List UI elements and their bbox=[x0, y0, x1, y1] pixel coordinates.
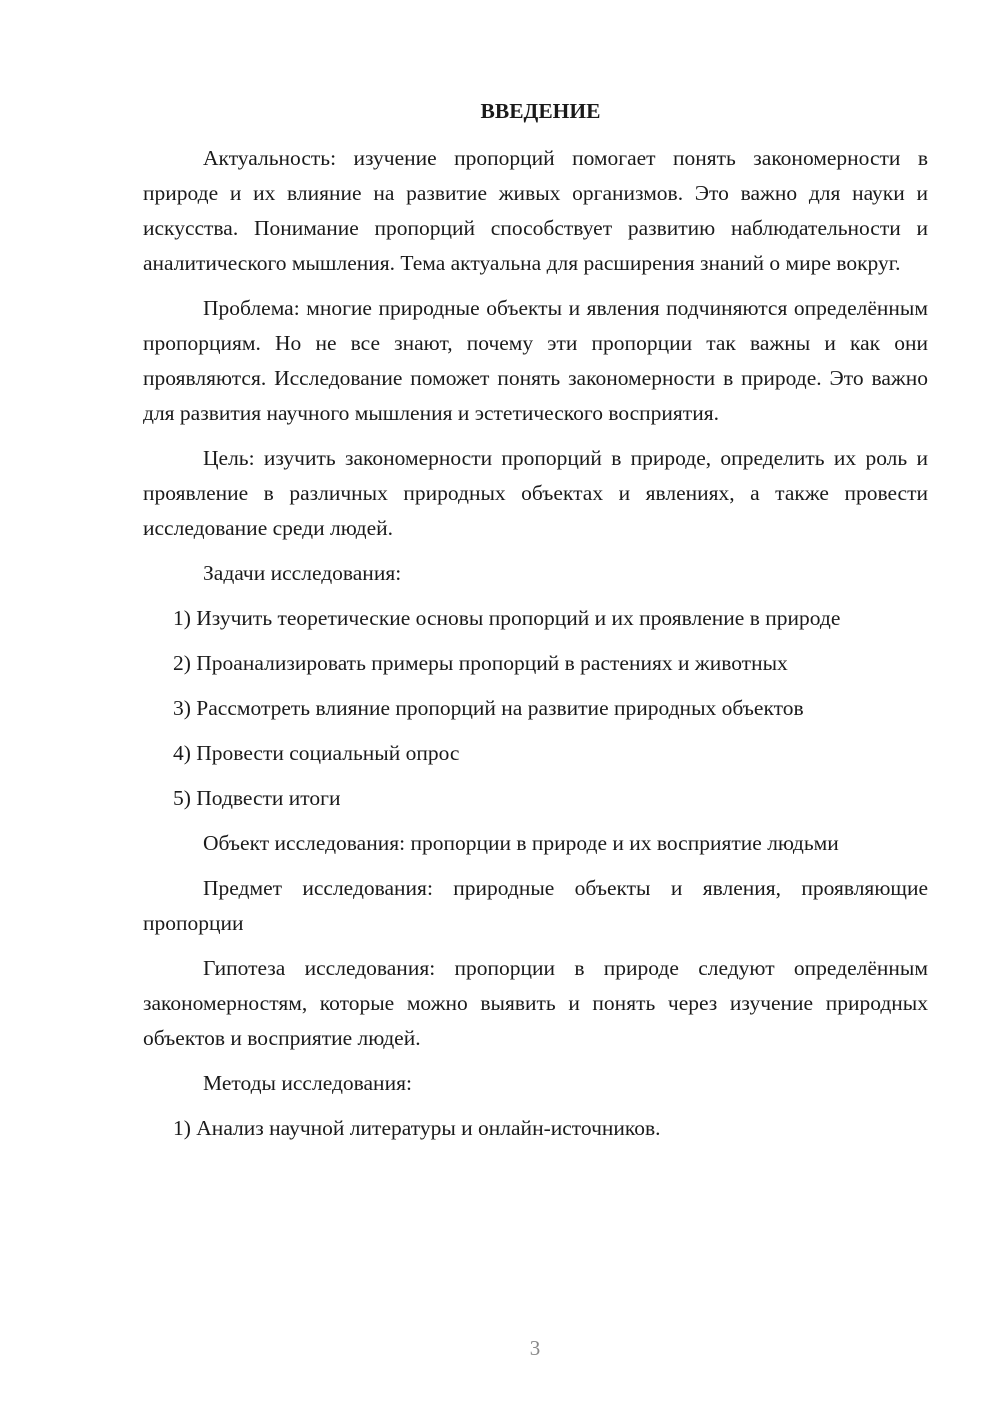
page-title: ВВЕДЕНИЕ bbox=[480, 99, 601, 123]
paragraph-goal: Цель: изучить закономерности пропорций в природе, определить их роль и проявление в различных природных объектах и явлениях, а также провести исследование среди людей. bbox=[143, 446, 928, 540]
task-item-4: 4) Провести социальный опрос bbox=[173, 741, 460, 765]
methods-heading: Методы исследования: bbox=[203, 1071, 412, 1095]
paragraph-subject: Предмет исследования: природные объекты и явления, проявляющие пропорции bbox=[143, 876, 928, 935]
task-item-2: 2) Проанализировать примеры пропорций в растениях и животных bbox=[173, 651, 788, 675]
paragraph-object: Объект исследования: пропорции в природе и их восприятие людьми bbox=[203, 831, 839, 855]
paragraph-hypothesis: Гипотеза исследования: пропорции в природе следуют определённым закономерностям, которые можно выявить и понять через изучение природных объектов и восприятие людей. bbox=[143, 956, 928, 1050]
paragraph-problem: Проблема: многие природные объекты и явления подчиняются определённым пропорциям. Но не все знают, почему эти пропорции так важны и как они проявляются. Исследование поможет понять закономерности в природе. Это важно для развития научного мышления и эстетического восприятия. bbox=[143, 296, 928, 425]
page-number: 3 bbox=[529, 1336, 541, 1360]
task-item-5: 5) Подвести итоги bbox=[173, 786, 341, 810]
task-item-1: 1) Изучить теоретические основы пропорций и их проявление в природе bbox=[173, 606, 841, 630]
page-content bbox=[143, 94, 928, 1156]
tasks-heading: Задачи исследования: bbox=[203, 561, 402, 585]
paragraph-relevance: Актуальность: изучение пропорций помогает понять закономерности в природе и их влияние на развитие живых организмов. Это важно для науки и искусства. Понимание пропорций способствует развитию наблюдательности и аналитического мышления. Тема актуальна для расширения знаний о мире вокруг. bbox=[143, 146, 928, 275]
task-item-3: 3) Рассмотреть влияние пропорций на развитие природных объектов bbox=[173, 696, 804, 720]
method-item-1: 1) Анализ научной литературы и онлайн-источников. bbox=[173, 1116, 661, 1140]
